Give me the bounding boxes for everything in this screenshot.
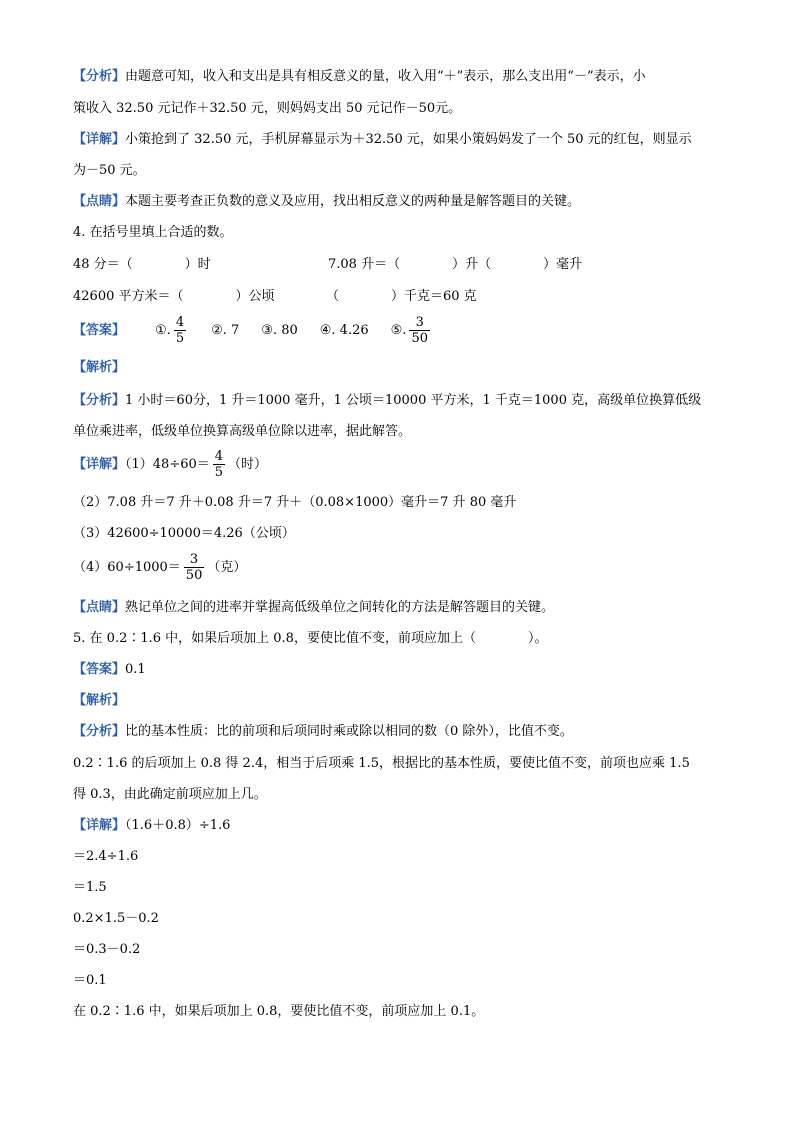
q5-analysis-2 [73, 755, 690, 773]
q4-detail-tag: 【详解】 [73, 457, 126, 472]
q4-answer-tag: 【答案】 [73, 323, 126, 338]
q4-answer-2: ②. 7 [211, 323, 240, 338]
q5-conclusion [73, 1003, 484, 1021]
q5-step-2: ＝2.4÷1.6 [73, 849, 139, 864]
q4-detail-3-text: （3）42600÷10000＝4.26（公顷） [73, 526, 295, 541]
q4-answer-3: ③. 80 [261, 323, 298, 338]
q4-answer-5-fraction [409, 315, 430, 346]
q4-tips [73, 599, 554, 617]
q4-detail-1-fraction [213, 449, 225, 480]
q4-jiexi [73, 359, 125, 377]
q5-analysis-text-end: 得 0.3，由此确定前项应加上几。 [73, 787, 267, 802]
q4-analysis-1 [73, 392, 701, 410]
q5-step-1: （1.6＋0.8）÷1.6 [125, 818, 231, 833]
q5-analysis-text-cont: 0.2∶1.6 的后项加上 0.8 得 2.4，相当于后项乘 1.5，根据比的基本性质，要使比值不变，前项也应乘 1.5 [73, 756, 690, 771]
q5-analysis-3 [73, 786, 267, 804]
q4-analysis-tag: 【分析】 [73, 393, 126, 408]
q4-detail-1-unit: （时） [228, 457, 268, 472]
q4-answer-1-fraction [174, 315, 186, 346]
q4-row-2a [73, 288, 275, 306]
q5-detail-1 [73, 817, 230, 835]
q4-row-1a [73, 256, 211, 274]
fraction-numerator: 3 [409, 315, 430, 331]
analysis-text: 由题意可知，收入和支出是具有相反意义的量，收入用“＋”表示，那么支出用“－”表示，小 [125, 69, 646, 84]
q4-jiexi-tag: 【解析】 [73, 360, 126, 375]
detail-line-2 [73, 162, 146, 180]
detail-text-cont: 为－50 元。 [73, 163, 146, 178]
q5-answer-tag: 【答案】 [73, 662, 126, 677]
q4-blank-1: 48 分＝（ ）时 [73, 257, 211, 272]
q5-detail-tag: 【详解】 [73, 818, 126, 833]
q5-step-3: ＝1.5 [73, 880, 107, 895]
q4-detail-1-expr: （1）48÷60＝ [125, 457, 210, 472]
q4-analysis-text-cont: 单位乘进率，低级单位换算高级单位除以进率，据此解答。 [73, 424, 412, 439]
q4-answer-1-label: ①. [155, 323, 171, 338]
q5-detail-5 [73, 941, 140, 959]
fraction-denominator: 50 [411, 331, 428, 346]
q4-detail-4-fraction [184, 552, 205, 583]
tips-text: 本题主要考查正负数的意义及应用，找出相反意义的两种量是解答题目的关键。 [125, 194, 581, 209]
q4-row-1b [328, 256, 582, 274]
q4-analysis-text: 1 小时＝60分，1 升＝1000 毫升，1 公顷＝10000 平方米，1 千克＝1000 克，高级单位换算低级 [125, 393, 702, 408]
q4-tips-text: 熟记单位之间的进率并掌握高低级单位之间转化的方法是解答题目的关键。 [125, 600, 555, 615]
q4-tips-tag: 【点睛】 [73, 600, 126, 615]
q5-detail-4 [73, 910, 159, 928]
q4-detail-2 [73, 494, 516, 512]
detail-tag: 【详解】 [73, 132, 126, 147]
tips-line [73, 193, 580, 211]
tips-tag: 【点睛】 [73, 194, 126, 209]
fraction-denominator: 5 [214, 465, 224, 480]
q5-step-6: ＝0.1 [73, 973, 107, 988]
q5-answer [73, 661, 146, 679]
q4-answer-4: ④. 4.26 [319, 323, 369, 338]
q4-detail-4-unit: （克） [207, 560, 247, 575]
q5-answer-value: 0.1 [125, 662, 146, 677]
q5-title [73, 630, 547, 648]
analysis-tag: 【分析】 [73, 69, 126, 84]
q5-analysis-tag: 【分析】 [73, 724, 126, 739]
q5-analysis-1 [73, 723, 573, 741]
fraction-numerator: 4 [214, 449, 224, 464]
q4-blank-2: 7.08 升＝（ ）升（ ）毫升 [328, 257, 583, 272]
analysis-line-1 [73, 68, 646, 86]
q4-detail-2-text: （2）7.08 升＝7 升＋0.08 升＝7 升＋（0.08×1000）毫升＝7 升 80 毫升 [73, 495, 517, 510]
analysis-line-2 [73, 100, 461, 118]
q4-answer-5-label: ⑤. [390, 323, 407, 338]
q4-row-2b [326, 288, 477, 306]
q4-title-text: 4. 在括号里填上合适的数。 [73, 225, 233, 240]
fraction-numerator: 3 [184, 552, 205, 568]
q5-analysis-text: 比的基本性质：比的前项和后项同时乘或除以相同的数（0 除外），比值不变。 [125, 724, 573, 739]
q5-detail-2 [73, 848, 138, 866]
q4-detail-4 [73, 551, 246, 585]
q5-step-5: ＝0.3－0.2 [73, 942, 141, 957]
q5-conclusion-text: 在 0.2∶1.6 中，如果后项加上 0.8，要使比值不变，前项应加上 0.1。 [73, 1004, 485, 1019]
q4-answer-line [73, 314, 433, 348]
q4-blank-4: （ ）千克＝60 克 [326, 289, 477, 304]
detail-line-1 [73, 131, 692, 149]
q4-blank-3: 42600 平方米＝（ ）公顷 [73, 289, 275, 304]
q5-jiexi-tag: 【解析】 [73, 693, 126, 708]
fraction-numerator: 4 [175, 315, 185, 330]
q4-detail-4-expr: （4）60÷1000＝ [73, 560, 181, 575]
q5-title-text: 5. 在 0.2∶1.6 中，如果后项加上 0.8，要使比值不变，前项应加上（ ）。 [73, 631, 548, 646]
q5-detail-3 [73, 879, 107, 897]
q4-analysis-2 [73, 423, 411, 441]
q4-detail-1 [73, 448, 267, 482]
analysis-text-cont: 策收入 32.50 元记作＋32.50 元，则妈妈支出 50 元记作－50元。 [73, 101, 462, 116]
detail-text: 小策抢到了 32.50 元，手机屏幕显示为＋32.50 元，如果小策妈妈发了一个 50 元的红包，则显示 [125, 132, 692, 147]
q5-jiexi [73, 692, 125, 710]
q4-title [73, 224, 233, 242]
q4-detail-3 [73, 525, 295, 543]
fraction-denominator: 50 [185, 568, 203, 583]
fraction-denominator: 5 [175, 331, 185, 346]
q5-step-4: 0.2×1.5－0.2 [73, 911, 159, 926]
q5-detail-6 [73, 972, 107, 990]
